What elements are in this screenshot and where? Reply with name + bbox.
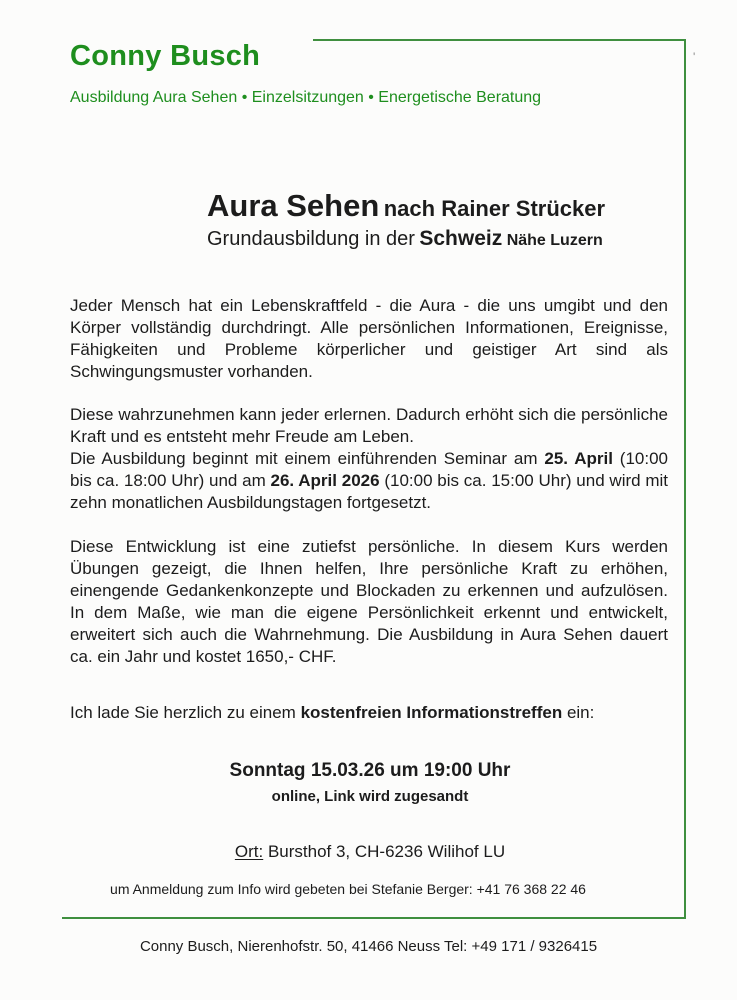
- registration-note: um Anmeldung zum Info wird gebeten bei Stefanie Berger: +41 76 368 22 46: [110, 881, 586, 897]
- paragraph-training-dates: Diese wahrzunehmen kann jeder erlernen. Dadurch erhöht sich die persönliche Kraft und es entsteht mehr Freude am Leben. Die Ausbildung beginnt mit einem einführenden Seminar am 25. April (10:00 bis ca. 18:00 Uhr) und am 26. April 2026 (10:00 bis ca. 15:00 Uhr) und wird mit zehn monatlichen Ausbildungstagen fortgesetzt.: [70, 405, 669, 512]
- footer-contact: Conny Busch, Nierenhofstr. 50, 41466 Neuss Tel: +49 171 / 9326415: [139, 938, 598, 955]
- frame-bottom-line: [62, 917, 686, 919]
- document-title-block: [207, 188, 605, 251]
- paragraph-aura-intro: Jeder Mensch hat ein Lebenskraftfeld - die Aura - die uns umgibt und den Körper vollständig durchdringt. Alle persönlichen Informationen, Ereignisse, Fähigkeiten und Probleme körperlicher und geistiger Art sind als Schwingungsmuster vorhanden.: [70, 296, 668, 381]
- title-line-2: [207, 227, 605, 251]
- subtitle-region: Nähe Luzern: [506, 232, 603, 249]
- title-author: nach Rainer Strücker: [383, 196, 606, 221]
- event-datetime: Sonntag 15.03.26 um 19:00 Uhr: [229, 760, 511, 781]
- frame-right-line: [684, 39, 686, 919]
- frame-top-line: [313, 39, 685, 41]
- letterhead-tagline: Ausbildung Aura Sehen • Einzelsitzungen • Energetische Beratung: [70, 89, 542, 106]
- title-main: Aura Sehen: [207, 188, 380, 223]
- subtitle-country: Schweiz: [419, 227, 503, 250]
- invitation-line: Ich lade Sie herzlich zu einem kostenfreien Informationstreffen ein:: [70, 703, 595, 722]
- subtitle-prefix: Grundausbildung in der: [207, 228, 415, 250]
- event-location: Ort: Bursthof 3, CH-6236 Wilihof LU: [234, 842, 506, 861]
- letterhead-name: Conny Busch: [70, 40, 261, 72]
- title-line-1: [207, 188, 605, 224]
- paragraph-course-details: Diese Entwicklung ist eine zutiefst persönliche. In diesem Kurs werden Übungen gezeigt, die Ihnen helfen, Ihre persönliche Kraft zu erhöhen, einengende Gedankenkonzepte und Blockaden zu erkennen und aufzulösen. In dem Maße, wie man die eigene Persönlichkeit erkennt und entwickelt, erweitert sich auch die Wahrnehmung. Die Ausbildung in Aura Sehen dauert ca. ein Jahr und kostet 1650,- CHF.: [70, 537, 668, 666]
- event-mode: online, Link wird zugesandt: [271, 788, 469, 805]
- scan-artifact-mark: ': [693, 50, 696, 64]
